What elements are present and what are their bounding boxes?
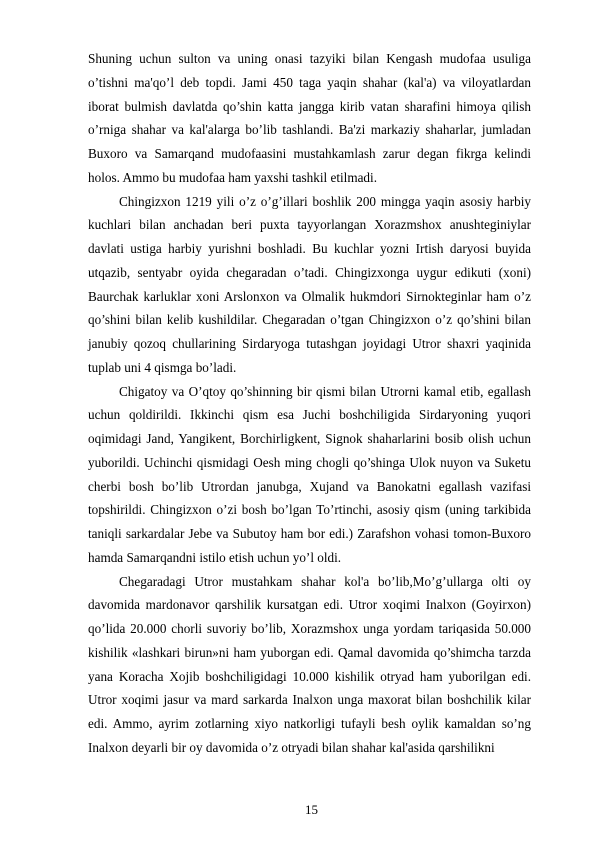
paragraph-4: Chegaradagi Utror mustahkam shahar kol'a bo’lib,Mo’g’ullarga olti oy davomida mardonavor qarshilik kursatgan edi. Utror xoqimi Inalxon (Goyirxon) qo’lida 20.000 chorli suvoriy bo’lib, Xorazmshox unga yordam tariqasida 50.000 kishilik «lashkari birun»ni ham yuborgan edi. Qamal davomida qo’shimcha tarzda yana Koracha Xojib boshchiligidagi 10.000 kishilik otryad ham yuborilgan edi. Utror xoqimi jasur va mard sarkarda Inalxon unga maxorat bilan boshchilik kilar edi. Ammo, ayrim zotlarning xiyo natkorligi tufayli besh oylik kamaldan so’ng Inalxon deyarli bir oy davomida o’z otryadi bilan shahar kal'asida qarshilikni xyxy=(88,573,531,755)
paragraph-2: Chingizxon 1219 yili o’z o’g’illari boshlik 200 mingga yaqin asosiy harbiy kuchlari bilan anchadan beri puxta tayyorlangan Xorazmshox anushteginiylar davlati ustiga harbiy yurishni boshladi. Bu kuchlar yozni Irtish daryosi buyida utqazib, sentyabr oyida chegaradan o’tadi. Chingizxonga uygur edikuti (xoni) Baurchak karluklar xoni Arslonxon va Olmalik hukmdori Sirnokteginlar ham o’z qo’shini bilan kelib kushildilar. Chegaradan o’tgan Chingizxon o’z qo’shini bilan janubiy qozoq chullarining Sirdaryoga tutashgan joyidagi Utror shaxri yaqinida tuplab uni 4 qismga bo’ladi. xyxy=(88,193,531,375)
page-number: 15 xyxy=(305,802,318,817)
body-text xyxy=(88,47,531,760)
paragraph-1: Shuning uchun sulton va uning onasi tazyiki bilan Kengash mudofaa usuliga o’tishni ma'qo’l deb topdi. Jami 450 taga yaqin shahar (kal'a) va viloyatlardan iborat bulmish davlatda qo’shin katta jangga kirib vatan sharafini himoya qilish o’rniga shahar va kal'alarga bo’lib tashlandi. Ba'zi markaziy shaharlar, jumladan Buxoro va Samarqand mudofaasini mustahkamlash zarur degan fikrga kelindi holos. Ammo bu mudofaa ham yaxshi tashkil etilmadi. xyxy=(88,51,531,185)
paragraph-3: Chigatoy va O’qtoy qo’shinning bir qismi bilan Utrorni kamal etib, egallash uchun qoldirildi. Ikkinchi qism esa Juchi boshchiligida Sirdaryoning yuqori oqimidagi Jand, Yangikent, Borchirligkent, Signok shaharlarini bosib olish uchun yuborildi. Uchinchi qismidagi Oesh ming chogli qo’shinga Ulok nuyon va Suketu cherbi bosh bo’lib Utrordan janubga, Xujand va Banokatni egallash vazifasi topshirildi. Chingizxon o’zi bosh bo’lgan To’rtinchi, asosiy qism (uning tarkibida taniqli sarkardalar Jebe va Subutoy ham bor edi.) Zarafshon vohasi tomon-Buxoro hamda Samarqandni istilo etish uchun yo’l oldi. xyxy=(88,383,531,565)
